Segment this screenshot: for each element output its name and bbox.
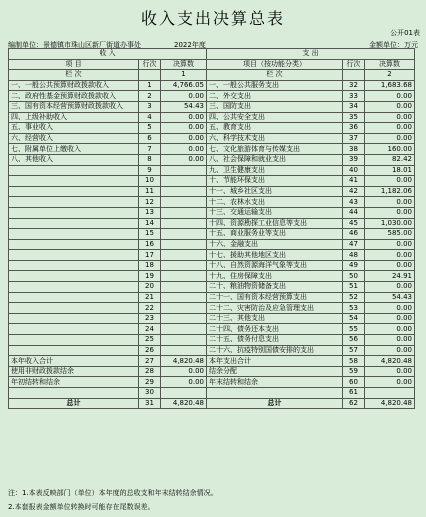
- lanci-label: 栏 次: [207, 70, 343, 81]
- income-amount: [161, 239, 207, 250]
- income-item: 六、经营收入: [9, 133, 139, 144]
- expense-total-amount: 4,820.48: [365, 398, 415, 409]
- expense-line: 57: [343, 345, 365, 356]
- expense-amount: 0.00: [365, 176, 415, 187]
- income-amount: [161, 335, 207, 346]
- total-row: [9, 398, 415, 409]
- expense-amount: 0.00: [365, 303, 415, 314]
- expense-amount: 0.00: [365, 207, 415, 218]
- income-item: [9, 197, 139, 208]
- expense-line: 56: [343, 335, 365, 346]
- income-item: 二、政府性基金预算财政拨款收入: [9, 91, 139, 102]
- income-item: 四、上级补助收入: [9, 112, 139, 123]
- income-item: 五、事业收入: [9, 123, 139, 134]
- expense-amount: 0.00: [365, 197, 415, 208]
- table-row: [9, 303, 415, 314]
- table-row: [9, 377, 415, 388]
- expense-amount: 1,182.06: [365, 186, 415, 197]
- expense-line: 55: [343, 324, 365, 335]
- income-line: 30: [139, 388, 161, 399]
- expense-total-line: 62: [343, 398, 365, 409]
- expense-line: 48: [343, 250, 365, 261]
- table-row: [9, 282, 415, 293]
- expense-item: 一、一般公共服务支出: [207, 80, 343, 91]
- income-line: 13: [139, 207, 161, 218]
- form-number: 公开01表: [390, 29, 420, 37]
- expense-amount: 4,820.48: [365, 356, 415, 367]
- year-label: 2022年度: [174, 41, 206, 49]
- table-row: [9, 207, 415, 218]
- income-amount: [161, 303, 207, 314]
- income-amount: [161, 229, 207, 240]
- income-item: [9, 165, 139, 176]
- expense-amount: 0.00: [365, 260, 415, 271]
- income-line: 7: [139, 144, 161, 155]
- income-line: 9: [139, 165, 161, 176]
- expense-amount: 54.43: [365, 292, 415, 303]
- item-header: 项 目: [9, 59, 139, 70]
- income-item: [9, 313, 139, 324]
- expense-amount: 1,030.00: [365, 218, 415, 229]
- income-line: 27: [139, 356, 161, 367]
- table-row: [9, 388, 415, 399]
- expense-line: 53: [343, 303, 365, 314]
- expense-item: 二十四、债务还本支出: [207, 324, 343, 335]
- expense-item: 二十三、其他支出: [207, 313, 343, 324]
- income-line: 26: [139, 345, 161, 356]
- income-line: 10: [139, 176, 161, 187]
- expense-amount: [365, 388, 415, 399]
- expense-header: 支 出: [207, 49, 415, 60]
- expense-line: 46: [343, 229, 365, 240]
- income-line: 18: [139, 260, 161, 271]
- notes: [8, 486, 418, 514]
- expense-item: 九、卫生健康支出: [207, 165, 343, 176]
- income-line: 25: [139, 335, 161, 346]
- expense-item: 十八、自然资源海洋气象等支出: [207, 260, 343, 271]
- income-line: 23: [139, 313, 161, 324]
- income-amount: [161, 197, 207, 208]
- expense-amount: 0.00: [365, 282, 415, 293]
- table-row: [9, 133, 415, 144]
- expense-amount: 0.00: [365, 112, 415, 123]
- table-row: [9, 260, 415, 271]
- income-line: 3: [139, 101, 161, 112]
- income-amount: [161, 207, 207, 218]
- amount-header: 决算数: [161, 59, 207, 70]
- income-amount: [161, 388, 207, 399]
- expense-line: 54: [343, 313, 365, 324]
- income-amount: 4,766.05: [161, 80, 207, 91]
- table-row: [9, 324, 415, 335]
- income-line: 14: [139, 218, 161, 229]
- income-item: 年初结转和结余: [9, 377, 139, 388]
- col-number: 2: [365, 70, 415, 81]
- income-amount: [161, 282, 207, 293]
- expense-item: 十六、金融支出: [207, 239, 343, 250]
- expense-amount: 0.00: [365, 324, 415, 335]
- table-row: [9, 91, 415, 102]
- expense-amount: 0.00: [365, 377, 415, 388]
- expense-amount: 82.42: [365, 154, 415, 165]
- expense-line: 52: [343, 292, 365, 303]
- income-amount: 0.00: [161, 154, 207, 165]
- table-row: [9, 335, 415, 346]
- income-item: [9, 271, 139, 282]
- expense-item: 八、社会保障和就业支出: [207, 154, 343, 165]
- page-title: 收入支出决算总表: [140, 9, 285, 28]
- expense-line: 37: [343, 133, 365, 144]
- expense-amount: 160.00: [365, 144, 415, 155]
- income-amount: [161, 271, 207, 282]
- income-amount: 0.00: [161, 366, 207, 377]
- income-amount: [161, 165, 207, 176]
- table-row: [9, 366, 415, 377]
- income-total-label: 总计: [9, 398, 139, 409]
- income-total-amount: 4,820.48: [161, 398, 207, 409]
- table-row: [9, 218, 415, 229]
- expense-item: 四、公共安全支出: [207, 112, 343, 123]
- expense-item: 五、教育支出: [207, 123, 343, 134]
- note-line: 注：1.本表反映部门（单位）本年度的总收支和年末结转结余情况。: [8, 489, 218, 497]
- expense-item: 年末结转和结余: [207, 377, 343, 388]
- expense-line: 42: [343, 186, 365, 197]
- income-item: 一、一般公共预算财政拨款收入: [9, 80, 139, 91]
- income-item: [9, 207, 139, 218]
- income-amount: [161, 292, 207, 303]
- expense-item: 六、科学技术支出: [207, 133, 343, 144]
- table-row: [9, 229, 415, 240]
- expense-line: 61: [343, 388, 365, 399]
- income-item: 七、附属单位上缴收入: [9, 144, 139, 155]
- table-row: [9, 101, 415, 112]
- expense-item: 二、外交支出: [207, 91, 343, 102]
- table-row: [9, 165, 415, 176]
- table-row: [9, 239, 415, 250]
- expense-amount: 0.00: [365, 123, 415, 134]
- expense-item: 七、文化旅游体育与传媒支出: [207, 144, 343, 155]
- expense-item: 结余分配: [207, 366, 343, 377]
- expense-amount: 0.00: [365, 345, 415, 356]
- expense-amount: 1,683.68: [365, 80, 415, 91]
- table-row: [9, 356, 415, 367]
- expense-line: 40: [343, 165, 365, 176]
- expense-amount: 0.00: [365, 101, 415, 112]
- income-line: 6: [139, 133, 161, 144]
- income-item: [9, 303, 139, 314]
- income-line: 29: [139, 377, 161, 388]
- income-amount: [161, 176, 207, 187]
- income-amount: 0.00: [161, 133, 207, 144]
- income-amount: [161, 250, 207, 261]
- amount-header: 决算数: [365, 59, 415, 70]
- expense-line: 51: [343, 282, 365, 293]
- income-item: [9, 186, 139, 197]
- expense-item: 十二、农林水支出: [207, 197, 343, 208]
- income-line: 12: [139, 197, 161, 208]
- income-item: [9, 335, 139, 346]
- income-amount: 0.00: [161, 144, 207, 155]
- table-row: [9, 197, 415, 208]
- table-row: [9, 176, 415, 187]
- income-amount: 0.00: [161, 377, 207, 388]
- note-line: 2.本套报表金额单位转换时可能存在尾数误差。: [8, 503, 155, 511]
- income-line: 5: [139, 123, 161, 134]
- expense-amount: 18.01: [365, 165, 415, 176]
- unit-label: 编制单位：景德镇市珠山区新厂街道办事处: [8, 41, 141, 49]
- income-line: 2: [139, 91, 161, 102]
- income-line: 8: [139, 154, 161, 165]
- income-amount: [161, 186, 207, 197]
- income-amount: 0.00: [161, 123, 207, 134]
- expense-item: 二十二、灾害防治及应急管理支出: [207, 303, 343, 314]
- income-amount: [161, 313, 207, 324]
- income-line: 22: [139, 303, 161, 314]
- expense-line: 33: [343, 91, 365, 102]
- income-item: [9, 176, 139, 187]
- income-amount: [161, 345, 207, 356]
- expense-amount: 0.00: [365, 250, 415, 261]
- table-row: [9, 313, 415, 324]
- income-item: [9, 229, 139, 240]
- expense-amount: 0.00: [365, 91, 415, 102]
- expense-item: 三、国防支出: [207, 101, 343, 112]
- income-item: 八、其他收入: [9, 154, 139, 165]
- expense-line: 35: [343, 112, 365, 123]
- expense-item: 二十五、债务付息支出: [207, 335, 343, 346]
- item-func-header: 项目（按功能分类）: [207, 59, 343, 70]
- income-line: 20: [139, 282, 161, 293]
- lanci-label: 栏 次: [9, 70, 139, 81]
- income-total-line: 31: [139, 398, 161, 409]
- expense-line: 41: [343, 176, 365, 187]
- income-header: 收 入: [9, 49, 207, 60]
- income-line: 17: [139, 250, 161, 261]
- table-row: [9, 186, 415, 197]
- expense-amount: 0.00: [365, 239, 415, 250]
- expense-line: 39: [343, 154, 365, 165]
- expense-item: [207, 388, 343, 399]
- income-line: 1: [139, 80, 161, 91]
- expense-line: 36: [343, 123, 365, 134]
- line-header: 行次: [139, 59, 161, 70]
- income-amount: [161, 324, 207, 335]
- expense-item: 二十一、国有资本经营预算支出: [207, 292, 343, 303]
- expense-item: 十五、商业服务业等支出: [207, 229, 343, 240]
- table-row: [9, 80, 415, 91]
- income-item: [9, 345, 139, 356]
- expense-amount: 24.91: [365, 271, 415, 282]
- col-number: 1: [161, 70, 207, 81]
- expense-item: 十七、援助其他地区支出: [207, 250, 343, 261]
- table-row: [9, 292, 415, 303]
- table-row: [9, 345, 415, 356]
- summary-table: [8, 48, 415, 409]
- expense-item: 本年支出合计: [207, 356, 343, 367]
- income-item: [9, 292, 139, 303]
- income-item: [9, 324, 139, 335]
- table-row: [9, 144, 415, 155]
- income-line: 19: [139, 271, 161, 282]
- expense-amount: 585.00: [365, 229, 415, 240]
- income-line: 16: [139, 239, 161, 250]
- table-row: [9, 123, 415, 134]
- income-line: 11: [139, 186, 161, 197]
- income-item: [9, 282, 139, 293]
- income-amount: 0.00: [161, 91, 207, 102]
- table-row: [9, 250, 415, 261]
- expense-line: 45: [343, 218, 365, 229]
- income-amount: 0.00: [161, 112, 207, 123]
- expense-total-label: 总计: [207, 398, 343, 409]
- expense-line: 47: [343, 239, 365, 250]
- line-header: 行次: [343, 59, 365, 70]
- expense-line: 60: [343, 377, 365, 388]
- expense-line: 49: [343, 260, 365, 271]
- income-amount: 54.43: [161, 101, 207, 112]
- table-row: [9, 112, 415, 123]
- expense-line: 44: [343, 207, 365, 218]
- expense-item: 十一、城乡社区支出: [207, 186, 343, 197]
- income-line: 15: [139, 229, 161, 240]
- income-item: [9, 218, 139, 229]
- expense-item: 十四、资源勘探工业信息等支出: [207, 218, 343, 229]
- expense-line: 38: [343, 144, 365, 155]
- expense-item: 十九、住房保障支出: [207, 271, 343, 282]
- expense-amount: 0.00: [365, 133, 415, 144]
- table-row: [9, 271, 415, 282]
- table-row: [9, 154, 415, 165]
- expense-line: 32: [343, 80, 365, 91]
- income-line: 24: [139, 324, 161, 335]
- expense-amount: 0.00: [365, 366, 415, 377]
- income-item: [9, 239, 139, 250]
- income-amount: [161, 260, 207, 271]
- income-item: [9, 250, 139, 261]
- income-item: 三、国有资本经营预算财政拨款收入: [9, 101, 139, 112]
- expense-line: 43: [343, 197, 365, 208]
- expense-line: 34: [343, 101, 365, 112]
- income-line: 28: [139, 366, 161, 377]
- income-amount: [161, 218, 207, 229]
- income-line: 21: [139, 292, 161, 303]
- income-item: [9, 260, 139, 271]
- expense-item: 二十、粮油物资储备支出: [207, 282, 343, 293]
- income-item: 本年收入合计: [9, 356, 139, 367]
- income-amount: 4,820.48: [161, 356, 207, 367]
- income-item: 使用非财政拨款结余: [9, 366, 139, 377]
- currency-label: 金额单位：万元: [369, 41, 418, 49]
- expense-line: 59: [343, 366, 365, 377]
- expense-item: 十、节能环保支出: [207, 176, 343, 187]
- expense-amount: 0.00: [365, 313, 415, 324]
- expense-line: 50: [343, 271, 365, 282]
- expense-line: 58: [343, 356, 365, 367]
- expense-item: 二十六、抗疫特别国债安排的支出: [207, 345, 343, 356]
- income-line: 4: [139, 112, 161, 123]
- income-item: [9, 388, 139, 399]
- expense-amount: 0.00: [365, 335, 415, 346]
- expense-item: 十三、交通运输支出: [207, 207, 343, 218]
